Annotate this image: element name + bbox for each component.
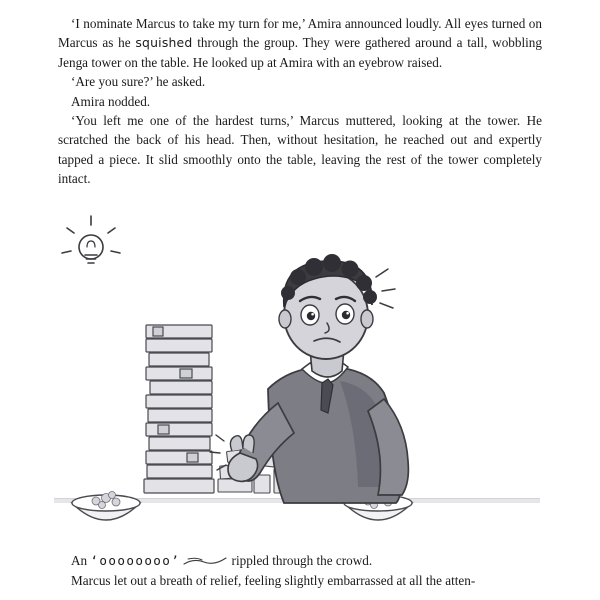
paragraph: [58, 111, 542, 189]
paragraph: [58, 72, 542, 91]
illustration: [54, 203, 540, 558]
text-run: ‘Are you sure?’ he asked.: [71, 74, 206, 90]
onomatopoeia-run: ‘oooooooo’: [90, 553, 181, 569]
snack-bowl-left: [72, 491, 140, 520]
sweat-lines: [376, 269, 395, 308]
text-run: through the group. They were gathered around a tall, wobbling Jenga tower on the table. He looked up at Amira with an eyebrow raised.: [58, 35, 542, 70]
lightbulb-icon: [62, 216, 120, 263]
text-run: ‘I nominate Marcus to take my turn for me,’ Amira announced loudly. All eyes turned on Marcus as he: [58, 16, 542, 51]
illustration-svg: [54, 203, 540, 558]
swoosh-icon: [182, 556, 228, 566]
paragraph: [58, 571, 542, 590]
text-run: ‘You left me one of the hardest turns,’ Marcus muttered, looking at the tower. He scratched the back of his head. Then, without hesitation, he reached out and expertly tapped a piece. It slid smoothly onto the table, leaving the rest of the tower completely intact.: [58, 113, 542, 187]
paragraph: [58, 14, 542, 72]
motion-lines: [210, 435, 226, 470]
paragraph: [58, 92, 542, 111]
top-text-block: [58, 14, 542, 189]
bottom-text-block: [58, 551, 542, 590]
boy-character: [210, 254, 408, 503]
hand: [228, 435, 258, 481]
text-run-styled: squished: [135, 35, 193, 51]
text-run: Marcus let out a breath of relief, feeling slightly embarrassed at all the atten-: [71, 572, 476, 588]
text-run: An: [71, 553, 91, 569]
text-run: Amira nodded.: [71, 93, 151, 109]
text-run: rippled through the crowd.: [228, 553, 373, 569]
paragraph: [58, 551, 542, 571]
jenga-tower: [144, 325, 214, 493]
